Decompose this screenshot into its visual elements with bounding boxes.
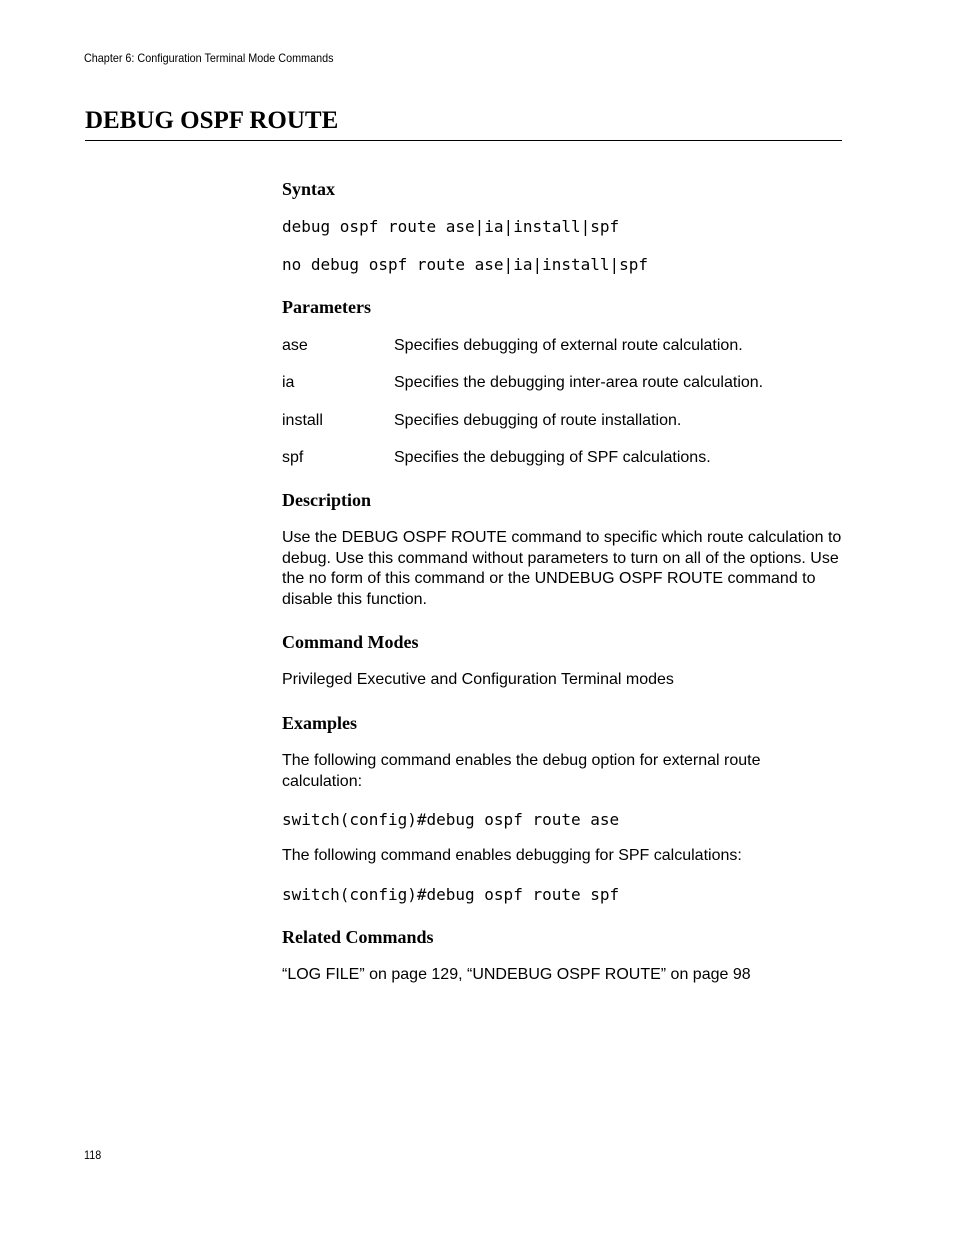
- parameter-name: install: [282, 412, 323, 429]
- parameter-name: spf: [282, 449, 304, 466]
- command-modes-heading: Command Modes: [282, 632, 419, 652]
- parameter-description: Specifies the debugging inter-area route calculation.: [394, 374, 764, 391]
- parameter-description: Specifies debugging of external route calculation.: [394, 337, 743, 354]
- title-rule: [85, 140, 842, 141]
- related-commands-heading: Related Commands: [282, 927, 434, 947]
- parameter-description: Specifies the debugging of SPF calculations.: [394, 449, 711, 466]
- related-commands-text: “LOG FILE” on page 129, “UNDEBUG OSPF ROUTE” on page 98: [282, 966, 751, 983]
- page-title: DEBUG OSPF ROUTE: [85, 107, 339, 134]
- page-number: 118: [84, 1148, 102, 1162]
- parameter-description: Specifies debugging of route installation.: [394, 412, 682, 429]
- syntax-heading: Syntax: [282, 179, 336, 199]
- parameter-name: ia: [282, 374, 295, 391]
- description-heading: Description: [282, 490, 371, 510]
- example-intro-ase: The following command enables the debug option for external route calculation:: [282, 752, 761, 790]
- examples-heading: Examples: [282, 713, 358, 733]
- command-modes-text: Privileged Executive and Configuration Terminal modes: [282, 671, 674, 688]
- running-header: Chapter 6: Configuration Terminal Mode Commands: [84, 51, 334, 65]
- syntax-line-negated: no debug ospf route ase|ia|install|spf: [282, 255, 649, 274]
- example-code-spf: switch(config)#debug ospf route spf: [282, 885, 620, 904]
- parameter-name: ase: [282, 337, 308, 354]
- description-text: Use the DEBUG OSPF ROUTE command to specific which route calculation to debug. Use this command without parameters to turn on all of the options. Use the no form of this command or the UNDEBUG OSPF ROUTE command to disable this function.: [282, 529, 842, 608]
- example-code-ase: switch(config)#debug ospf route ase: [282, 810, 620, 829]
- example-intro-spf: The following command enables debugging for SPF calculations:: [282, 847, 742, 864]
- syntax-line: debug ospf route ase|ia|install|spf: [282, 217, 620, 236]
- parameters-heading: Parameters: [282, 297, 371, 317]
